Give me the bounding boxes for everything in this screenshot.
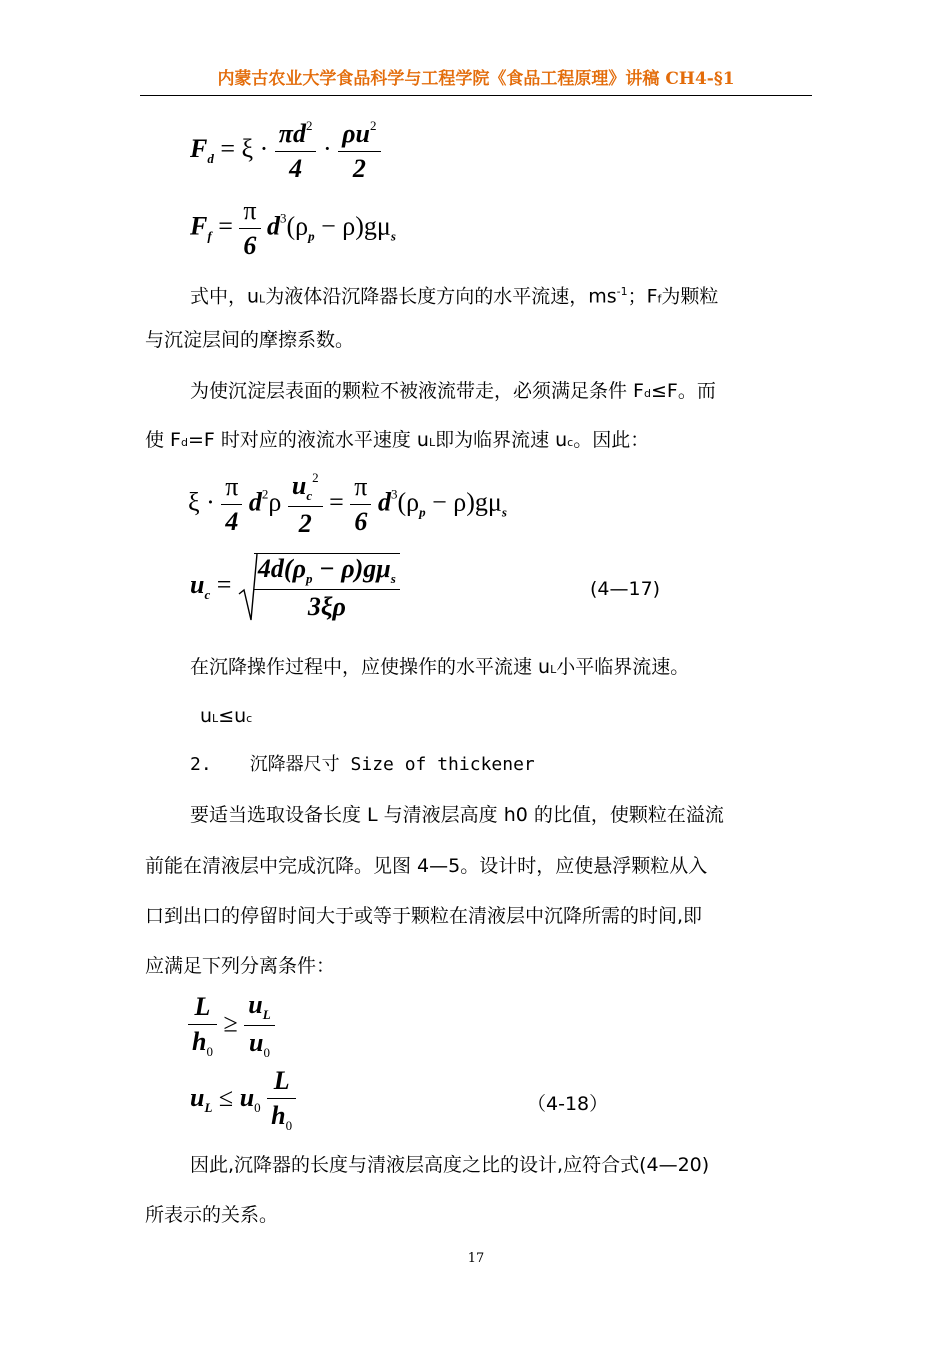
paragraph-condition-line2: 使 Fd=F 时对应的液流水平速度 uL即为临界流速 uc。因此： <box>145 429 650 451</box>
paragraph-operation: 在沉降操作过程中，应使操作的水平流速 uL小平临界流速。 <box>190 656 690 678</box>
paragraph-conclusion-line1: 因此,沉降器的长度与清液层高度之比的设计,应符合式(4—20) <box>190 1154 710 1176</box>
formula-horizontal-velocity-limit: $u_L \le u_0$ $\frac{L}{h_0}$ <box>190 1066 296 1134</box>
equation-number-4-17: (4—17) <box>590 578 661 600</box>
formula-force-balance: ξ · $\frac{\pi}{4}$ $d^2\rho$ $\frac{u_c^2}{2}$ = $\frac{\pi}{6}$ $d^3(\rho_p - \rho)g\mu_s$ <box>188 470 507 538</box>
paragraph-design-line2: 前能在清液层中完成沉降。见图 4—5。设计时，应使悬浮颗粒从入 <box>145 855 708 877</box>
inequality-ul-uc: uL≤uc <box>200 705 253 727</box>
formula-drag-force: $F_d = \xi$ · $\frac{\pi d^2}{4}$ · $\frac{\rho u^2}{2}$ <box>190 118 381 184</box>
paragraph-condition-line1: 为使沉淀层表面的颗粒不被液流带走，必须满足条件 Fd≤F。而 <box>190 380 716 402</box>
page-header: 内蒙古农业大学食品科学与工程学院《食品工程原理》讲稿 CH4-§1 <box>217 69 735 89</box>
paragraph-design-line1: 要适当选取设备长度 L 与清液层高度 h0 的比值，使颗粒在溢流 <box>190 804 724 826</box>
equation-number-4-18: （4-18） <box>527 1093 609 1115</box>
header-rule <box>140 95 812 96</box>
paragraph-definition-line2: 与沉淀层间的摩擦系数。 <box>145 329 355 351</box>
formula-critical-velocity: $u_c$ = $\frac{4d(\rho_p - \rho)g\mu_s}{3\xi\rho}$ <box>190 552 400 622</box>
paragraph-definition-line1: 式中，uL为液体沿沉降器长度方向的水平流速，$ms^{-1}$；Ff为颗粒 <box>190 285 719 308</box>
paragraph-conclusion-line2: 所表示的关系。 <box>145 1204 279 1226</box>
paragraph-design-line4: 应满足下列分离条件： <box>145 955 336 977</box>
section-heading: 2. 沉降器尺寸 Size of thickener <box>190 754 535 775</box>
formula-friction-force: $F_f$ = $\frac{\pi}{6}$ $d^3(\rho_p - \rho)g\mu_s$ <box>190 196 396 260</box>
formula-separation-condition: $\frac{L}{h_0}$ ≥ $\frac{u_L}{u_0}$ <box>188 990 275 1061</box>
page-number: 17 <box>467 1251 485 1266</box>
paragraph-design-line3: 口到出口的停留时间大于或等于颗粒在清液层中沉降所需的时间,即 <box>145 905 703 927</box>
